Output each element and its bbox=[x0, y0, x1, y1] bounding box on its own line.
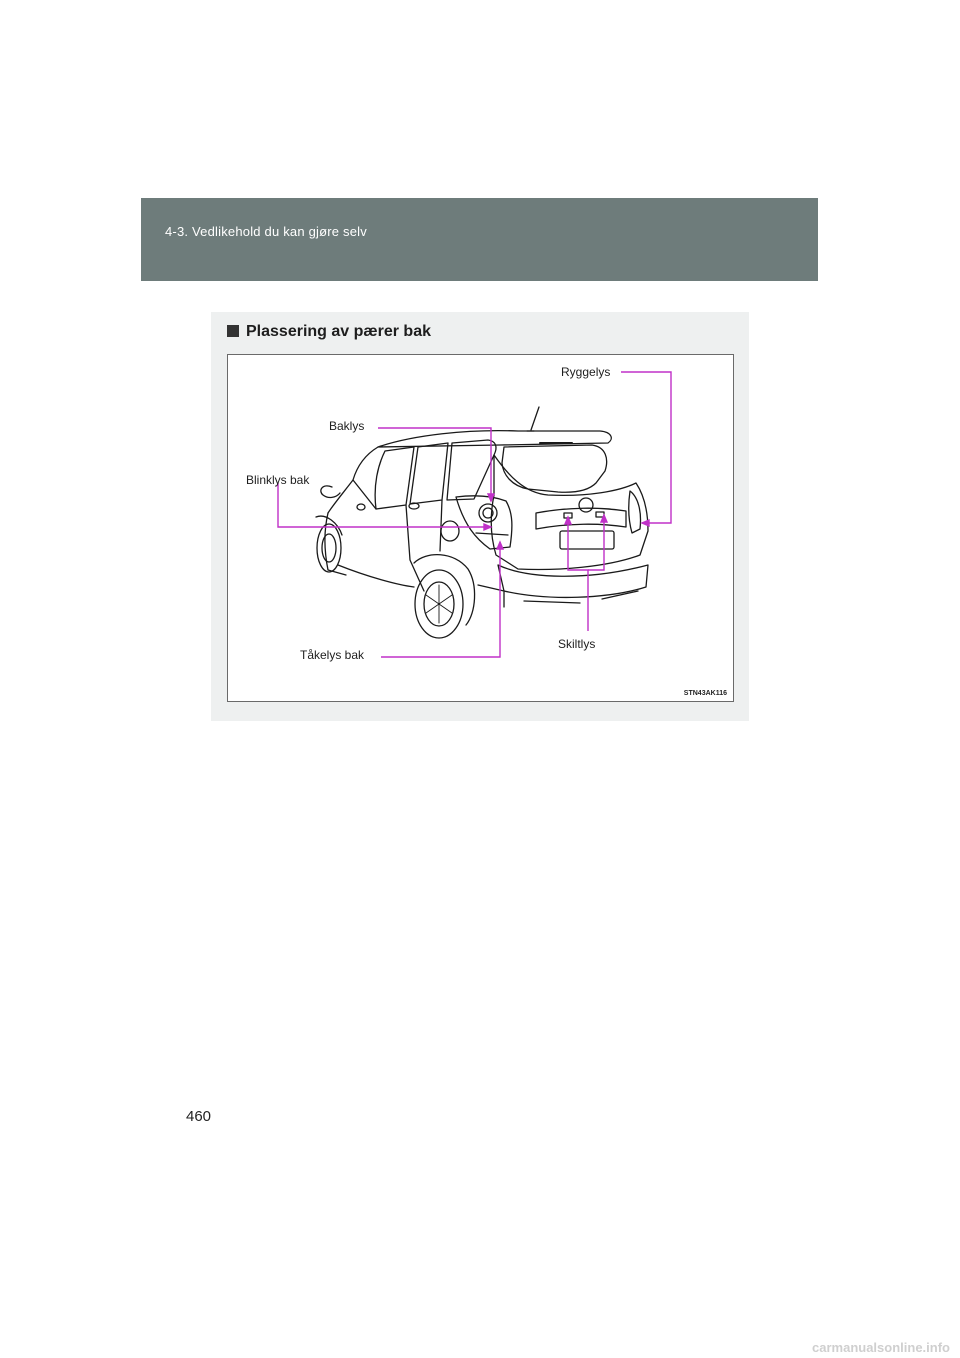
label-baklys: Baklys bbox=[329, 419, 365, 433]
bulb-location-section bbox=[211, 312, 749, 721]
chapter-title: 4-3. Vedlikehold du kan gjøre selv bbox=[165, 224, 367, 239]
page-number: 460 bbox=[186, 1108, 212, 1125]
chapter-header-bar bbox=[141, 198, 818, 281]
label-skiltlys: Skiltlys bbox=[558, 637, 596, 651]
rear-car-illustration bbox=[227, 354, 734, 702]
figure-code: STN43AK116 bbox=[683, 690, 727, 697]
label-takelys-bak: Tåkelys bak bbox=[300, 648, 365, 662]
watermark: carmanualsonline.info bbox=[812, 1340, 950, 1355]
label-ryggelys: Ryggelys bbox=[561, 365, 611, 379]
label-blinklys-bak: Blinklys bak bbox=[246, 473, 310, 487]
section-heading-text: Plassering av pærer bak bbox=[246, 323, 431, 340]
square-bullet-icon bbox=[227, 325, 239, 337]
section-heading bbox=[227, 323, 431, 341]
